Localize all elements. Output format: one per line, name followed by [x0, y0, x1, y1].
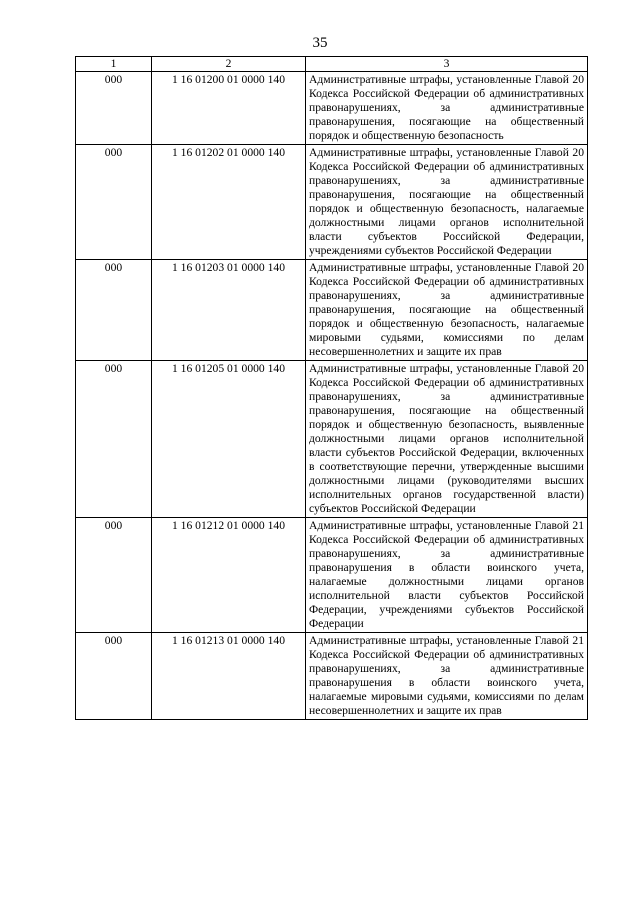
column-header-1: 1: [76, 57, 152, 72]
revenue-code-cell: 1 16 01203 01 0000 140: [152, 260, 306, 361]
admin-code-cell: 000: [76, 72, 152, 145]
revenue-code-cell: 1 16 01213 01 0000 140: [152, 633, 306, 720]
admin-code-cell: 000: [76, 633, 152, 720]
revenue-code-cell: 1 16 01200 01 0000 140: [152, 72, 306, 145]
page-number: 35: [312, 35, 328, 51]
table-row: [76, 145, 588, 260]
revenue-code-cell: 1 16 01212 01 0000 140: [152, 518, 306, 633]
description-cell: Административные штрафы, установленные Главой 20 Кодекса Российской Федерации об административных правонарушениях, за административные правонарушения, посягающие на общественный порядок и общественную безопасность, налагаемые должностными лицами органов исполнительной власти субъектов Российской Федерации, учреждениями субъектов Российской Федерации: [306, 145, 588, 260]
description-cell: Административные штрафы, установленные Главой 20 Кодекса Российской Федерации об административных правонарушениях, за административные правонарушения, посягающие на общественный порядок и общественную безопасность: [306, 72, 588, 145]
description-cell: Административные штрафы, установленные Главой 20 Кодекса Российской Федерации об административных правонарушениях, за административные правонарушения, посягающие на общественный порядок и общественную безопасность, выявленные должностными лицами органов исполнительной власти субъектов Российской Федерации, включенных в соответствующие перечни, утвержденные высшими должностными лицами (руководителями высших исполнительных органов государственной власти) субъектов Российской Федерации: [306, 361, 588, 518]
revenue-code-cell: 1 16 01205 01 0000 140: [152, 361, 306, 518]
admin-code-cell: 000: [76, 145, 152, 260]
description-cell: Административные штрафы, установленные Главой 20 Кодекса Российской Федерации об административных правонарушениях, за административные правонарушения, посягающие на общественный порядок и общественную безопасность, налагаемые мировыми судьями, комиссиями по делам несовершеннолетних и защите их прав: [306, 260, 588, 361]
revenue-code-cell: 1 16 01202 01 0000 140: [152, 145, 306, 260]
table-header-row: [76, 57, 588, 72]
column-header-3: 3: [306, 57, 588, 72]
description-cell: Административные штрафы, установленные Главой 21 Кодекса Российской Федерации об административных правонарушениях, за административные правонарушения в области воинского учета, налагаемые мировыми судьями, комиссиями по делам несовершеннолетних и защите их прав: [306, 633, 588, 720]
budget-codes-table: [75, 56, 588, 720]
description-cell: Административные штрафы, установленные Главой 21 Кодекса Российской Федерации об административных правонарушениях, за административные правонарушения в области воинского учета, налагаемые должностными лицами органов исполнительной власти субъектов Российской Федерации, учреждениями субъектов Российской Федерации: [306, 518, 588, 633]
table-row: [76, 260, 588, 361]
column-header-2: 2: [152, 57, 306, 72]
table-row: [76, 72, 588, 145]
admin-code-cell: 000: [76, 518, 152, 633]
admin-code-cell: 000: [76, 260, 152, 361]
table-row: [76, 361, 588, 518]
table-row: [76, 633, 588, 720]
admin-code-cell: 000: [76, 361, 152, 518]
table-row: [76, 518, 588, 633]
